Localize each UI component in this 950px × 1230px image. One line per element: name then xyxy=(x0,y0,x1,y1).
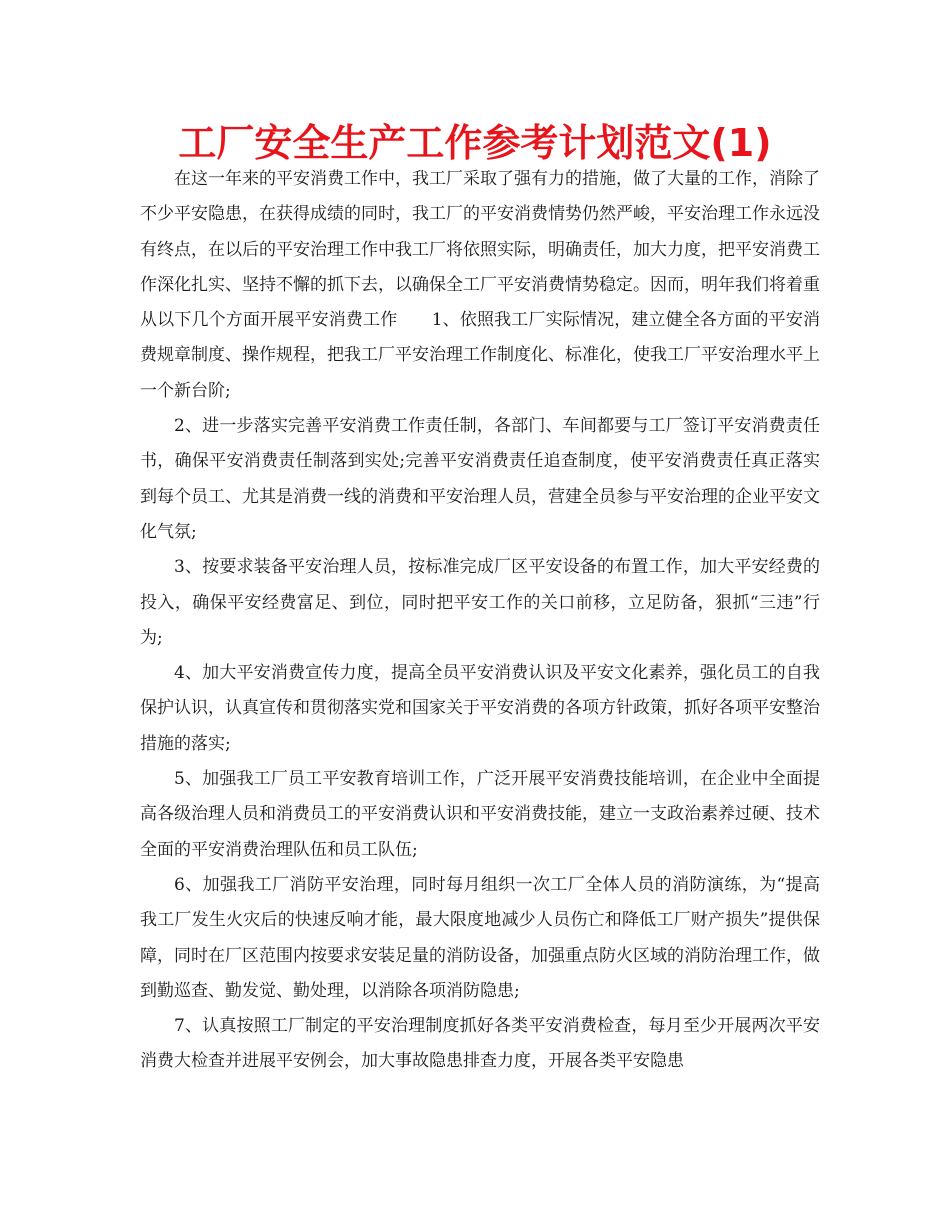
document-title: 工厂安全生产工作参考计划范文(1) xyxy=(178,121,772,165)
paragraph-2: 2、进一步落实完善平安消费工作责任制，各部门、车间都要与工厂签订平安消费责任书，确保平安消费责任制落到实处;完善平安消费责任追查制度，使平安消费责任真正落实到每个员工、尤其是消费一线的消费和平安治理人员，营建全员参与平安治理的企业平安文化气氛; xyxy=(140,416,820,542)
paragraph-1: 在这一年来的平安消费工作中，我工厂采取了强有力的措施，做了大量的工作，消除了不少平安隐患，在获得成绩的同时，我工厂的平安消费情势仍然严峻，平安治理工作永远没有终点，在以后的平安治理工作中我工厂将依照实际，明确责任，加大力度，把平安消费工作深化扎实、坚持不懈的抓下去，以确保全工厂平安消费情势稳定。因而，明年我们将着重从以下几个方面开展平安消费工作 1、依照我工厂实际情况，建立健全各方面的平安消费规章制度、操作规程，把我工厂平安治理工作制度化、标准化，使我工厂平安治理水平上一个新台阶; xyxy=(140,169,820,401)
document-body xyxy=(140,162,820,1080)
paragraph-7: 7、认真按照工厂制定的平安治理制度抓好各类平安消费检查，每月至少开展两次平安消费大检查并进展平安例会，加大事故隐患排查力度，开展各类平安隐患 xyxy=(140,1016,820,1072)
paragraph-4: 4、加大平安消费宣传力度，提高全员平安消费认识及平安文化素养，强化员工的自我保护认识，认真宣传和贯彻落实党和国家关于平安消费的各项方针政策，抓好各项平安整治措施的落实; xyxy=(140,663,820,754)
paragraph-6: 6、加强我工厂消防平安治理，同时每月组织一次工厂全体人员的消防演练，为“提高我工厂发生火灾后的快速反响才能，最大限度地减少人员伤亡和降低工厂财产损失”提供保障，同时在厂区范围内按要求安装足量的消防设备，加强重点防火区域的消防治理工作，做到勤巡查、勤发觉、勤处理，以消除各项消防隐患; xyxy=(140,874,820,1001)
paragraph-5: 5、加强我工厂员工平安教育培训工作，广泛开展平安消费技能培训，在企业中全面提高各级治理人员和消费员工的平安消费认识和平安消费技能，建立一支政治素养过硬、技术全面的平安消费治理队伍和员工队伍; xyxy=(140,769,820,860)
paragraph-3: 3、按要求装备平安治理人员，按标准完成厂区平安设备的布置工作，加大平安经费的投入，确保平安经费富足、到位，同时把平安工作的关口前移，立足防备，狠抓“三违”行为; xyxy=(140,557,820,648)
